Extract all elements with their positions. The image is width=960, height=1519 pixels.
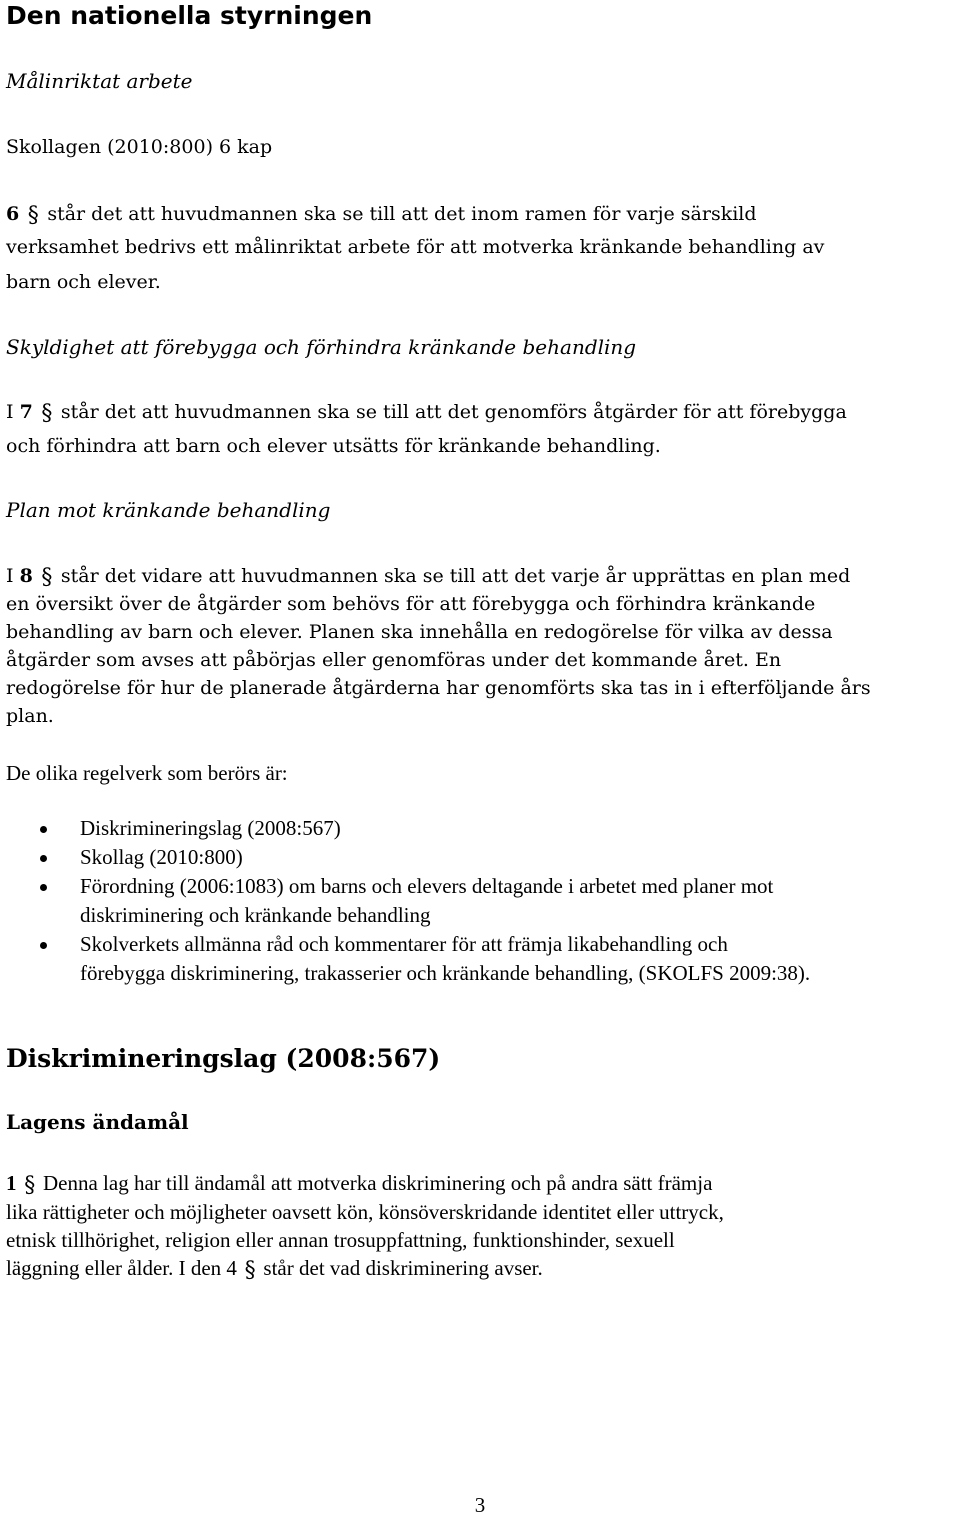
paragraph-8-line-1 bbox=[6, 562, 850, 590]
section-sign-icon: § bbox=[24, 1173, 36, 1198]
list-item-text: Diskrimineringslag (2008:567) bbox=[80, 816, 341, 840]
paragraph-1-line-2: lika rättigheter och möjligheter oavsett kön, könsöverskridande identitet eller uttryck, bbox=[6, 1200, 724, 1224]
paragraph-8-line-6: plan. bbox=[6, 705, 54, 727]
law-reference: Skollagen (2010:800) 6 kap bbox=[6, 136, 273, 158]
paragraph-1-line-1 bbox=[6, 1169, 712, 1198]
paragraph-number: 1 bbox=[6, 1171, 17, 1195]
paragraph-number: 8 bbox=[19, 565, 33, 587]
list-item-text: Skollag (2010:800) bbox=[80, 845, 243, 869]
list-item bbox=[0, 843, 960, 872]
paragraph-prefix: I bbox=[6, 401, 14, 423]
paragraph-7-line-1 bbox=[6, 398, 847, 426]
list-item-text: Förordning (2006:1083) om barns och elevers deltagande i arbetet med planer mot bbox=[80, 874, 774, 898]
section-sign-icon: § bbox=[41, 401, 53, 426]
page-number: 3 bbox=[474, 1493, 486, 1517]
paragraph-text: står det vad diskriminering avser. bbox=[263, 1256, 543, 1280]
paragraph-number: 7 bbox=[19, 401, 33, 423]
heading-skyldighet: Skyldighet att förebygga och förhindra kränkande behandling bbox=[6, 335, 637, 359]
paragraph-1-line-4 bbox=[6, 1254, 543, 1283]
bullet-icon bbox=[40, 826, 47, 833]
subheading-lagens-andamal: Lagens ändamål bbox=[6, 1110, 189, 1134]
paragraph-text: står det att huvudmannen ska se till att det inom ramen för varje särskild bbox=[47, 203, 757, 225]
heading-plan-mot-krankande: Plan mot kränkande behandling bbox=[6, 498, 331, 522]
list-item-text-continued: diskriminering och kränkande behandling bbox=[80, 903, 431, 927]
list-item bbox=[0, 872, 960, 930]
paragraph-6-line-2: verksamhet bedrivs ett målinriktat arbete för att motverka kränkande behandling av bbox=[6, 236, 825, 258]
paragraph-6-line-3: barn och elever. bbox=[6, 271, 161, 293]
bullet-icon bbox=[40, 855, 47, 862]
paragraph-prefix: I bbox=[6, 565, 14, 587]
section-sign-icon: § bbox=[244, 1258, 256, 1283]
paragraph-text: står det vidare att huvudmannen ska se till att det varje år upprättas en plan med bbox=[60, 565, 851, 587]
page-title: Den nationella styrningen bbox=[6, 1, 373, 30]
paragraph-text: läggning eller ålder. I den 4 bbox=[6, 1256, 237, 1280]
paragraph-7-line-2: och förhindra att barn och elever utsätts för kränkande behandling. bbox=[6, 435, 661, 457]
paragraph-text: står det att huvudmannen ska se till att det genomförs åtgärder för att förebygga bbox=[60, 401, 847, 423]
paragraph-8-line-5: redogörelse för hur de planerade åtgärderna har genomförts ska tas in i efterföljande års bbox=[6, 677, 871, 699]
bullet-icon bbox=[40, 942, 47, 949]
section-sign-icon: § bbox=[41, 565, 53, 590]
heading-diskrimineringslag: Diskrimineringslag (2008:567) bbox=[6, 1044, 441, 1073]
list-item bbox=[0, 930, 960, 988]
paragraph-6-line-1 bbox=[6, 200, 757, 228]
section-sign-icon: § bbox=[27, 203, 39, 228]
list-item-text: Skolverkets allmänna råd och kommentarer för att främja likabehandling och bbox=[80, 932, 728, 956]
paragraph-text: Denna lag har till ändamål att motverka diskriminering och på andra sätt främja bbox=[43, 1171, 713, 1195]
bullet-icon bbox=[40, 884, 47, 891]
paragraph-1-line-3: etnisk tillhörighet, religion eller annan trosuppfattning, funktionshinder, sexuell bbox=[6, 1228, 675, 1252]
paragraph-8-line-2: en översikt över de åtgärder som behövs för att förebygga och förhindra kränkande bbox=[6, 593, 816, 615]
list-item-text-continued: förebygga diskriminering, trakasserier och kränkande behandling, (SKOLFS 2009:38). bbox=[80, 961, 811, 985]
paragraph-8-line-4: åtgärder som avses att påbörjas eller genomföras under det kommande året. En bbox=[6, 649, 782, 671]
paragraph-number: 6 bbox=[6, 203, 20, 225]
list-item bbox=[0, 814, 960, 843]
regelverk-intro: De olika regelverk som berörs är: bbox=[6, 761, 288, 785]
regelverk-list bbox=[0, 814, 960, 988]
heading-malinriktat-arbete: Målinriktat arbete bbox=[6, 69, 193, 93]
paragraph-8-line-3: behandling av barn och elever. Planen ska innehålla en redogörelse för vilka av dessa bbox=[6, 621, 833, 643]
